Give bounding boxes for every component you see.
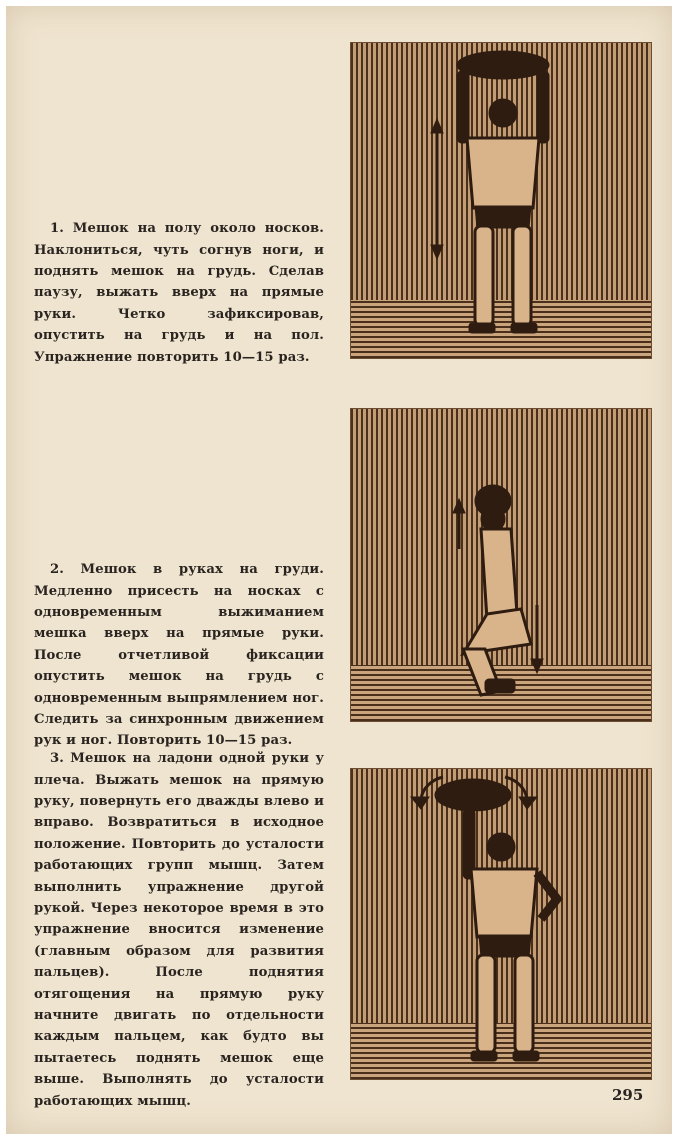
illustration-one-hand-press bbox=[350, 768, 652, 1080]
strongman-figure-1 bbox=[351, 43, 651, 358]
book-page bbox=[6, 6, 672, 1134]
exercise-2-text: 2. Мешок в руках на груди. Медленно присесть на носках с одновременным выжиманием мешка вверх на прямые руки. После отчетливой фиксации опустить мешок на грудь с одновременным выпрямлением ног. Следить за синхронным движением рук и ног. Повторить 10—15 раз. bbox=[34, 562, 324, 749]
illustration-squat-press bbox=[350, 408, 652, 722]
illustration-overhead-press bbox=[350, 42, 652, 359]
strongman-figure-2 bbox=[351, 409, 651, 721]
exercise-3-text: 3. Мешок на ладони одной руки у плеча. Выжать мешок на прямую руку, повернуть его дважды влево и вправо. Возвратиться в исходное положение. Повторить до усталости работающих групп мышц. Затем выполнить упражнение другой рукой. Через некоторое время в это упражнение вносится изменение (главным образом для развития пальцев). После поднятия отягощения на прямую руку начните двигать по отдельности каждым пальцем, как будто вы пытаетесь поднять мешок еще выше. Выполнять до усталости работающих мышц. bbox=[34, 751, 324, 1109]
sandbag bbox=[457, 51, 549, 79]
sandbag bbox=[435, 779, 511, 811]
strongman-figure-3 bbox=[351, 769, 651, 1079]
page-number: 295 bbox=[612, 1086, 644, 1104]
exercise-1-text: 1. Мешок на полу около носков. Наклониться, чуть согнув ноги, и поднять мешок на грудь. Сделав паузу, выжать вверх на прямые руки. Четко зафиксировав, опустить на грудь и на пол. Упражнение повторить 10—15 раз. bbox=[34, 221, 324, 365]
